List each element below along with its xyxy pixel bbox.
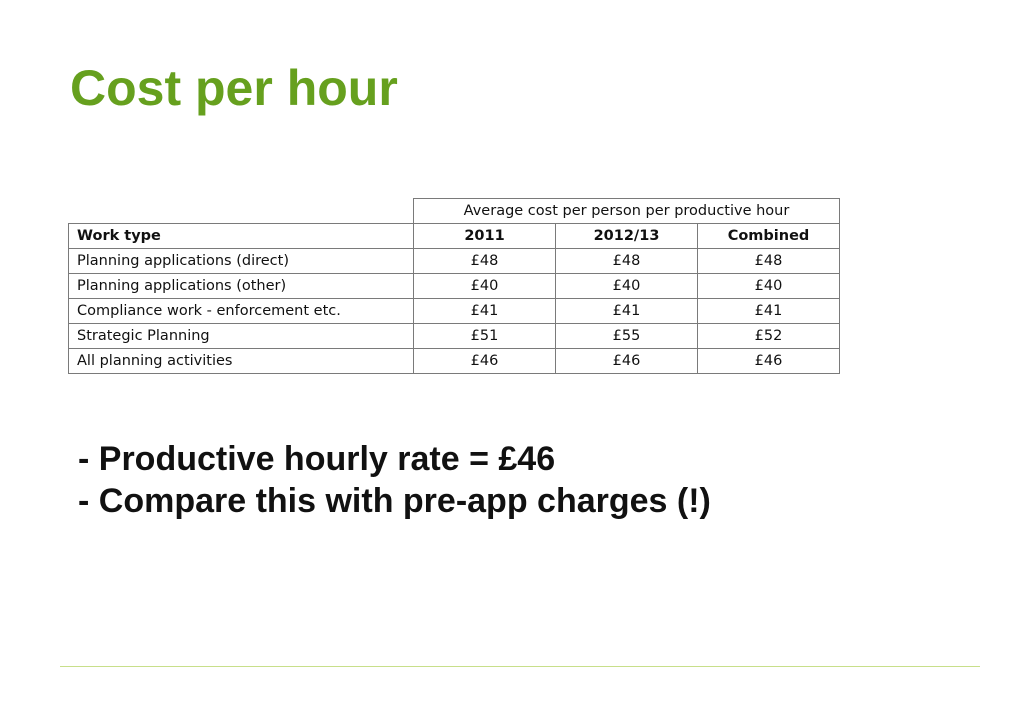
value-cell-2011: £40 [414,274,556,299]
work-type-cell: Planning applications (direct) [69,249,414,274]
work-type-cell: Compliance work - enforcement etc. [69,299,414,324]
value-cell-2011: £41 [414,299,556,324]
column-header-work-type: Work type [69,224,414,249]
value-cell-2012-13: £46 [556,349,698,374]
bullet-hourly-rate: - Productive hourly rate = £46 [78,440,556,478]
column-header-combined: Combined [698,224,840,249]
value-cell-combined: £40 [698,274,840,299]
table-header-row [69,224,840,249]
value-cell-2012-13: £40 [556,274,698,299]
table-row [69,349,840,374]
column-header-2012-13: 2012/13 [556,224,698,249]
table-blank-cell [69,199,414,224]
bullet-compare-charges: - Compare this with pre-app charges (!) [78,482,711,520]
cost-table [68,198,840,374]
footer-divider [60,666,980,667]
value-cell-combined: £48 [698,249,840,274]
value-cell-2011: £48 [414,249,556,274]
value-cell-2012-13: £55 [556,324,698,349]
work-type-cell: Strategic Planning [69,324,414,349]
table-row [69,274,840,299]
column-header-2011: 2011 [414,224,556,249]
value-cell-2012-13: £48 [556,249,698,274]
table-group-header: Average cost per person per productive hour [414,199,840,224]
value-cell-combined: £46 [698,349,840,374]
value-cell-2012-13: £41 [556,299,698,324]
value-cell-combined: £41 [698,299,840,324]
work-type-cell: All planning activities [69,349,414,374]
table-row [69,299,840,324]
page-title: Cost per hour [70,60,398,116]
table-row [69,324,840,349]
value-cell-2011: £51 [414,324,556,349]
table-row [69,249,840,274]
bullet-list [78,438,711,522]
work-type-cell: Planning applications (other) [69,274,414,299]
table-group-header-row [69,199,840,224]
value-cell-combined: £52 [698,324,840,349]
value-cell-2011: £46 [414,349,556,374]
